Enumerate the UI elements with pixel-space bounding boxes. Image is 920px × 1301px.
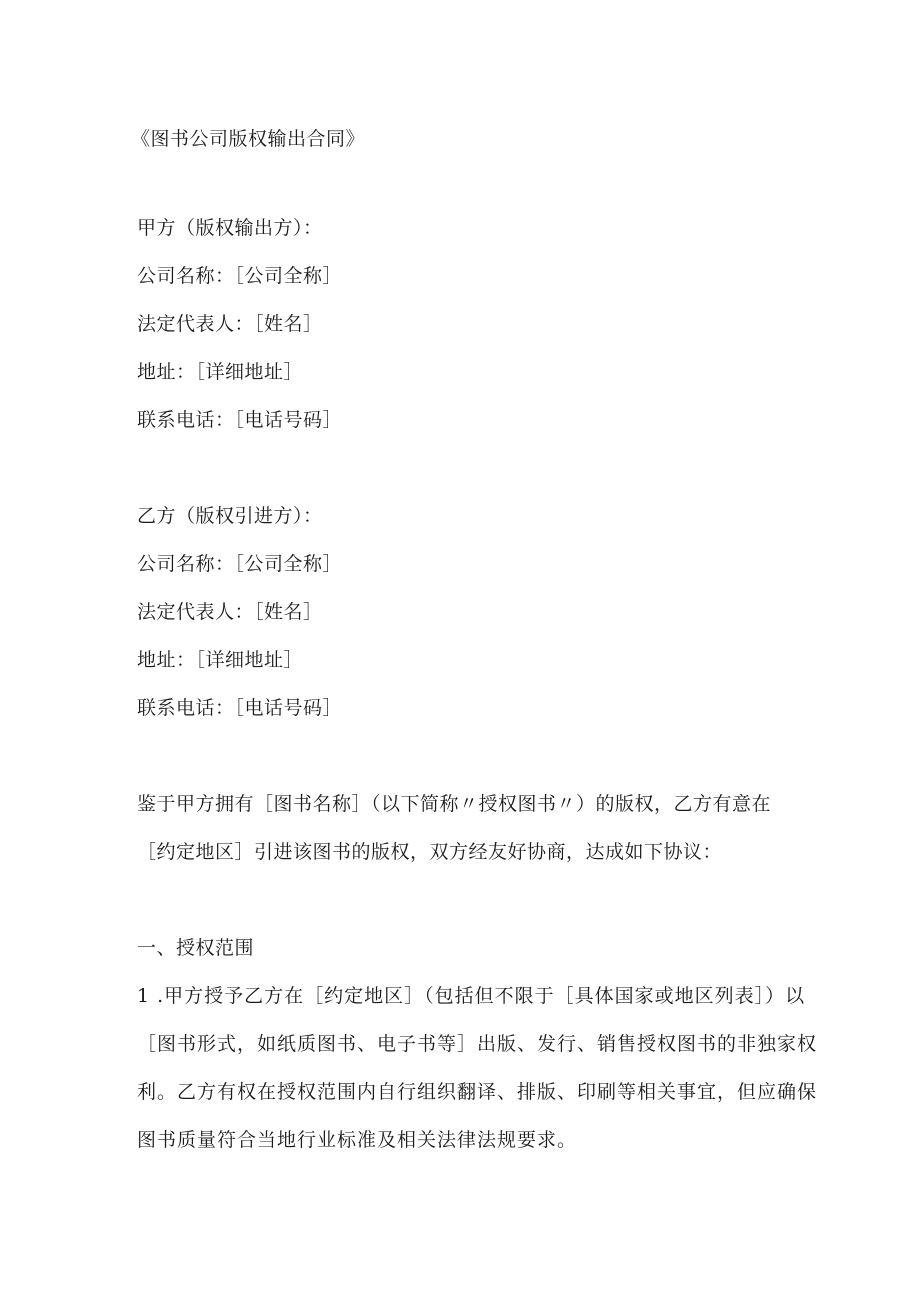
party-a-company: 公司名称：［公司全称］: [137, 265, 343, 287]
clause-1-line-4: 图书质量符合当地行业标准及相关法律法规要求。: [137, 1129, 578, 1151]
party-b-legal-rep: 法定代表人：［姓名］: [137, 601, 323, 623]
clause-1-line-2: ［图书形式，如纸质图书、电子书等］出版、发行、销售授权图书的非独家权: [137, 1033, 818, 1055]
preamble-line-1: 鉴于甲方拥有［图书名称］（以下简称〃授权图书〃）的版权，乙方有意在: [137, 793, 772, 815]
party-a-phone: 联系电话：［电话号码］: [137, 409, 343, 431]
party-b-heading: 乙方（版权引进方）：: [137, 505, 323, 527]
preamble-line-2: ［约定地区］引进该图书的版权，双方经友好协商，达成如下协议：: [137, 841, 723, 863]
party-a-legal-rep: 法定代表人：［姓名］: [137, 313, 323, 335]
clause-1-line-1: 1 .甲方授予乙方在［约定地区］（包括但不限于［具体国家或地区列表］）以: [137, 985, 806, 1007]
party-a-address: 地址：［详细地址］: [137, 361, 304, 383]
party-a-heading: 甲方（版权输出方）：: [137, 217, 323, 239]
party-b-phone: 联系电话：［电话号码］: [137, 697, 343, 719]
party-b-address: 地址：［详细地址］: [137, 649, 304, 671]
clause-1-line-3: 利。乙方有权在授权范围内自行组织翻译、排版、印刷等相关事宜，但应确保: [137, 1081, 818, 1103]
section-1-heading: 一、授权范围: [137, 937, 255, 959]
document-title: 《图书公司版权输出合同》: [131, 128, 366, 150]
party-b-company: 公司名称：［公司全称］: [137, 553, 343, 575]
